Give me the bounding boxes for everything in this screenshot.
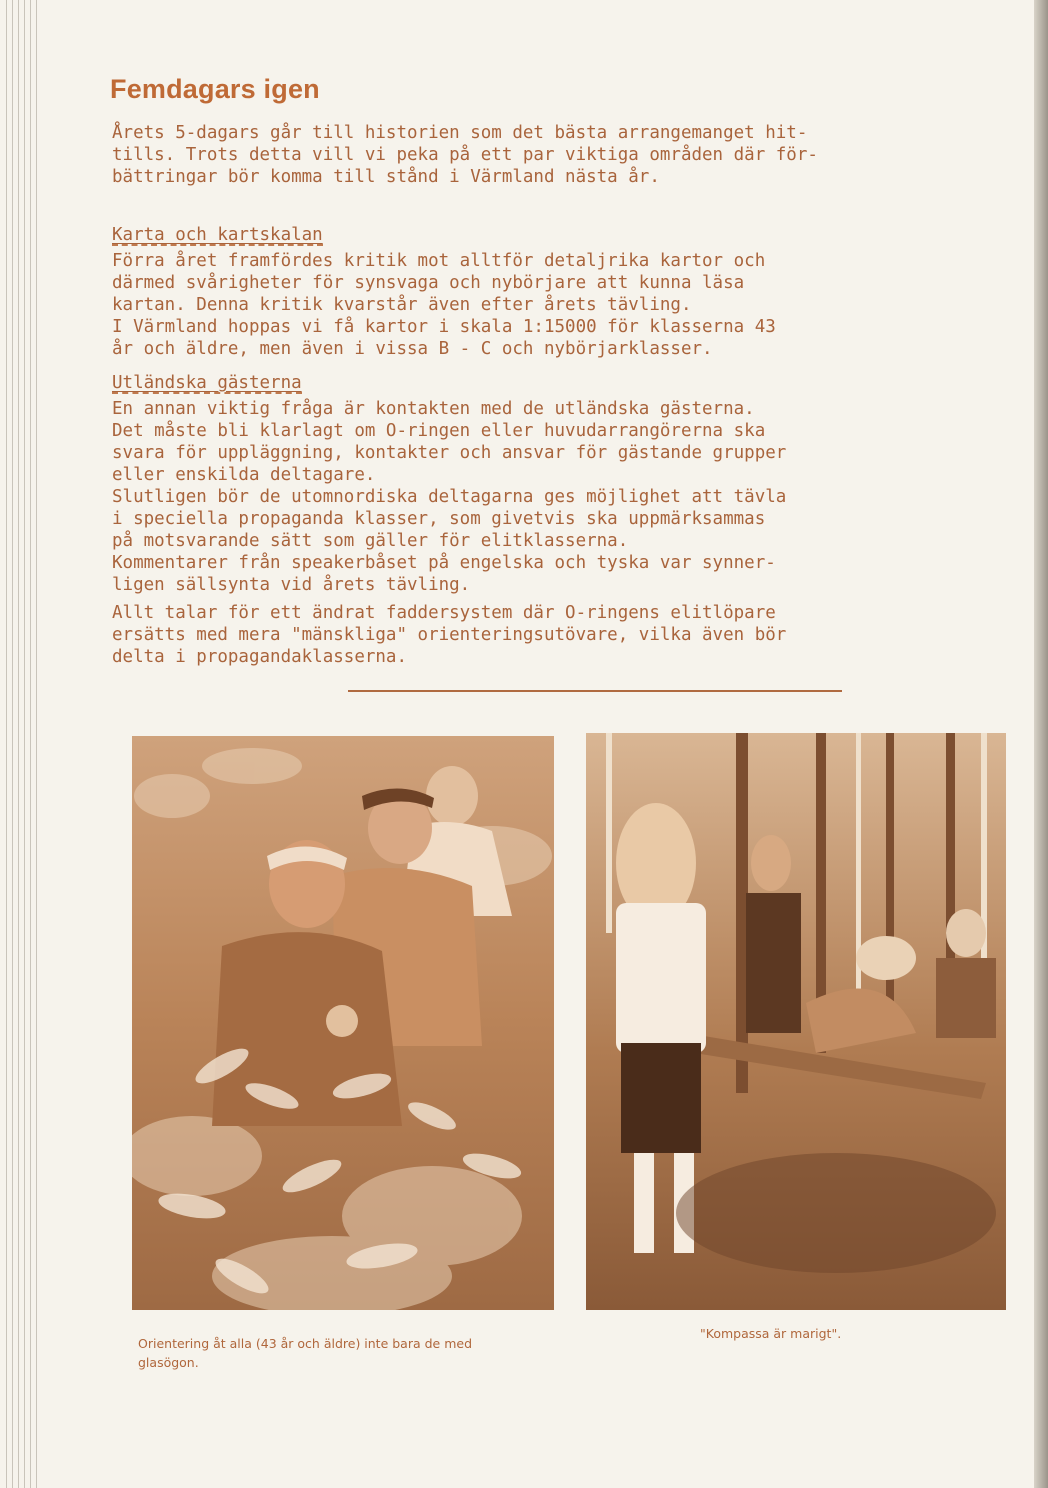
section-body-karta (112, 250, 962, 360)
caption-line: Orientering åt alla (43 år och äldre) inte bara de med (138, 1336, 473, 1351)
document-page (40, 0, 1034, 1488)
caption-line: glasögon. (138, 1355, 199, 1370)
text-line: därmed svårigheter för synsvaga och nybörjare att kunna läsa (112, 273, 745, 293)
divider-rule (348, 690, 842, 692)
text-line: år och äldre, men även i vissa B - C och nybörjarklasser. (112, 339, 713, 359)
binding-shadow (1034, 0, 1048, 1488)
text-line: Allt talar för ett ändrat faddersystem där O-ringens elitlöpare (112, 603, 776, 623)
text-line: I Värmland hoppas vi få kartor i skala 1:15000 för klasserna 43 (112, 317, 776, 337)
text-line: bättringar bör komma till stånd i Värmland nästa år. (112, 167, 660, 187)
section-heading-karta: Karta och kartskalan (112, 225, 323, 245)
photo-children-compass-image (586, 733, 1006, 1310)
page-stack-edges (0, 0, 40, 1488)
text-line: ligen sällsynta vid årets tävling. (112, 575, 471, 595)
text-line: eller enskilda deltagare. (112, 465, 376, 485)
text-line: svara för uppläggning, kontakter och ansvar för gästande grupper (112, 443, 787, 463)
text-line: tills. Trots detta vill vi peka på ett par viktiga områden där för- (112, 145, 818, 165)
text-line: delta i propagandaklasserna. (112, 647, 408, 667)
closing-paragraph (112, 602, 962, 668)
photo-caption-right (700, 1324, 920, 1343)
caption-line: "Kompassa är marigt". (700, 1326, 842, 1341)
section-heading-utlandska: Utländska gästerna (112, 373, 302, 393)
text-line: på motsvarande sätt som gäller för elitklasserna. (112, 531, 629, 551)
text-line: Förra året framfördes kritik mot alltför detaljrika kartor och (112, 251, 766, 271)
text-line: kartan. Denna kritik kvarstår även efter årets tävling. (112, 295, 692, 315)
intro-paragraph (112, 122, 962, 188)
text-line: Det måste bli klarlagt om O-ringen eller huvudarrangörerna ska (112, 421, 766, 441)
photo-runners-image (132, 736, 554, 1310)
page-title: Femdagars igen (110, 74, 320, 104)
section-body-utlandska (112, 398, 962, 596)
photo-caption-left (138, 1334, 568, 1372)
text-line: Kommentarer från speakerbåset på engelska och tyska var synner- (112, 553, 776, 573)
text-line: En annan viktig fråga är kontakten med de utländska gästerna. (112, 399, 755, 419)
text-line: Slutligen bör de utomnordiska deltagarna ges möjlighet att tävla (112, 487, 787, 507)
text-line: ersätts med mera "mänskliga" orienteringsutövare, vilka även bör (112, 625, 787, 645)
photo-children-compass (586, 733, 1006, 1310)
text-line: i speciella propaganda klasser, som givetvis ska uppmärksammas (112, 509, 766, 529)
text-line: Årets 5-dagars går till historien som det bästa arrangemanget hit- (112, 123, 808, 143)
photo-runners (132, 736, 554, 1310)
